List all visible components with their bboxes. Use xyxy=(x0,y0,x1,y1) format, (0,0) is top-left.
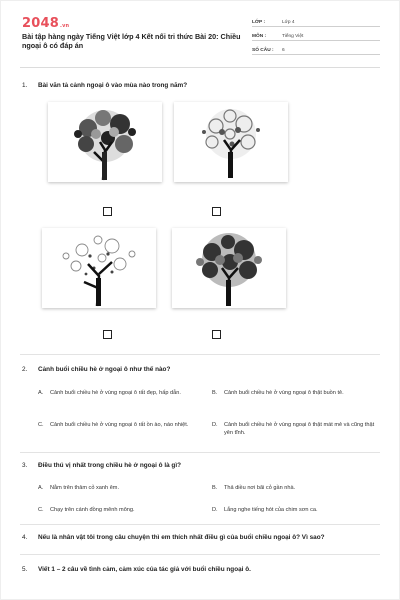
answer-image-2 xyxy=(174,102,288,182)
meta-label: SỐ CÂU : xyxy=(252,48,274,53)
option-letter: B. xyxy=(212,485,218,491)
tree-dark-icon xyxy=(172,228,286,308)
question-text: Điều thú vị nhất trong chiều hè ở ngoại ô là gì? xyxy=(38,462,182,469)
question-number: 1. xyxy=(22,82,28,89)
page-title: Bài tập hàng ngày Tiếng Việt lớp 4 Kết nối tri thức Bài 20: Chiều ngoại ô có đáp án xyxy=(22,32,241,51)
option-2b[interactable] xyxy=(212,389,377,397)
question-3 xyxy=(22,462,181,469)
site-logo[interactable]: 2048.vn xyxy=(22,16,70,31)
answer-image-1 xyxy=(48,102,162,182)
answer-checkbox-1[interactable] xyxy=(103,207,112,216)
question-divider xyxy=(20,524,380,525)
question-divider xyxy=(20,452,380,453)
option-letter: B. xyxy=(212,390,218,396)
option-3b[interactable] xyxy=(212,484,377,492)
option-letter: D. xyxy=(212,422,218,428)
question-1 xyxy=(22,82,187,89)
option-letter: D. xyxy=(212,507,218,513)
meta-label: LỚP : xyxy=(252,20,266,25)
option-3d[interactable] xyxy=(212,506,377,514)
question-divider xyxy=(20,354,380,355)
option-letter: A. xyxy=(38,390,44,396)
question-divider xyxy=(20,554,380,555)
option-text: Cảnh buổi chiều hè ở vùng ngoại ô rất đẹp, hấp dẫn. xyxy=(50,390,181,396)
option-text: Cảnh buổi chiều hè ở vùng ngoại ô rất ồn ào, náo nhiệt. xyxy=(50,422,189,428)
meta-value: Lớp 4 xyxy=(282,20,295,25)
tree-sparse-icon xyxy=(42,228,156,308)
answer-image-4 xyxy=(172,228,286,308)
question-text: Cảnh buổi chiều hè ở ngoại ô như thế nào? xyxy=(38,366,171,373)
meta-value: Tiếng Việt xyxy=(282,34,304,39)
question-number: 5. xyxy=(22,566,28,573)
option-text: Cảnh buổi chiều hè ở vùng ngoại ô thật mát mẻ và cũng thật yên tĩnh. xyxy=(224,422,375,436)
option-text: Thả diều nơi bãi cỏ gần nhà. xyxy=(224,485,296,491)
meta-info xyxy=(252,14,380,56)
question-number: 4. xyxy=(22,534,28,541)
option-3c[interactable] xyxy=(38,506,208,514)
question-text: Viết 1 – 2 câu về tình cảm, cảm xúc của tác giả với buổi chiều ngoại ô. xyxy=(38,566,251,573)
question-5 xyxy=(22,566,382,573)
answer-checkbox-2[interactable] xyxy=(212,207,221,216)
meta-label: MÔN : xyxy=(252,34,267,39)
question-number: 3. xyxy=(22,462,28,469)
tree-black-white-icon xyxy=(48,102,162,182)
option-3a[interactable] xyxy=(38,484,208,492)
option-letter: A. xyxy=(38,485,44,491)
option-letter: C. xyxy=(38,507,44,513)
meta-row-count xyxy=(252,42,380,55)
question-text: Nếu là nhân vật tôi trong câu chuyện thì em thích nhất điều gì của buổi chiều ngoại ô? Vì sao? xyxy=(38,534,325,541)
question-number: 2. xyxy=(22,366,28,373)
option-text: Chạy trên cánh đồng mênh mông. xyxy=(50,507,135,513)
question-text: Bài văn tả cảnh ngoại ô vào mùa nào trong năm? xyxy=(38,82,188,89)
option-letter: C. xyxy=(38,422,44,428)
header-divider xyxy=(20,67,380,68)
answer-checkbox-4[interactable] xyxy=(212,330,221,339)
question-2 xyxy=(22,366,170,373)
meta-row-class xyxy=(252,14,380,27)
option-text: Nằm trên thảm cỏ xanh êm. xyxy=(50,485,120,491)
question-4 xyxy=(22,534,382,541)
option-2a[interactable] xyxy=(38,389,208,397)
option-2d[interactable] xyxy=(212,421,377,437)
option-text: Lắng nghe tiếng hót của chim sơn ca. xyxy=(224,507,318,513)
answer-checkbox-3[interactable] xyxy=(103,330,112,339)
meta-row-subject xyxy=(252,28,380,41)
option-text: Cảnh buổi chiều hè ở vùng ngoại ô thật buồn tẻ. xyxy=(224,390,344,396)
tree-grey-swirl-icon xyxy=(174,102,288,182)
option-2c[interactable] xyxy=(38,421,208,429)
meta-value: 6 xyxy=(282,48,285,53)
answer-image-3 xyxy=(42,228,156,308)
